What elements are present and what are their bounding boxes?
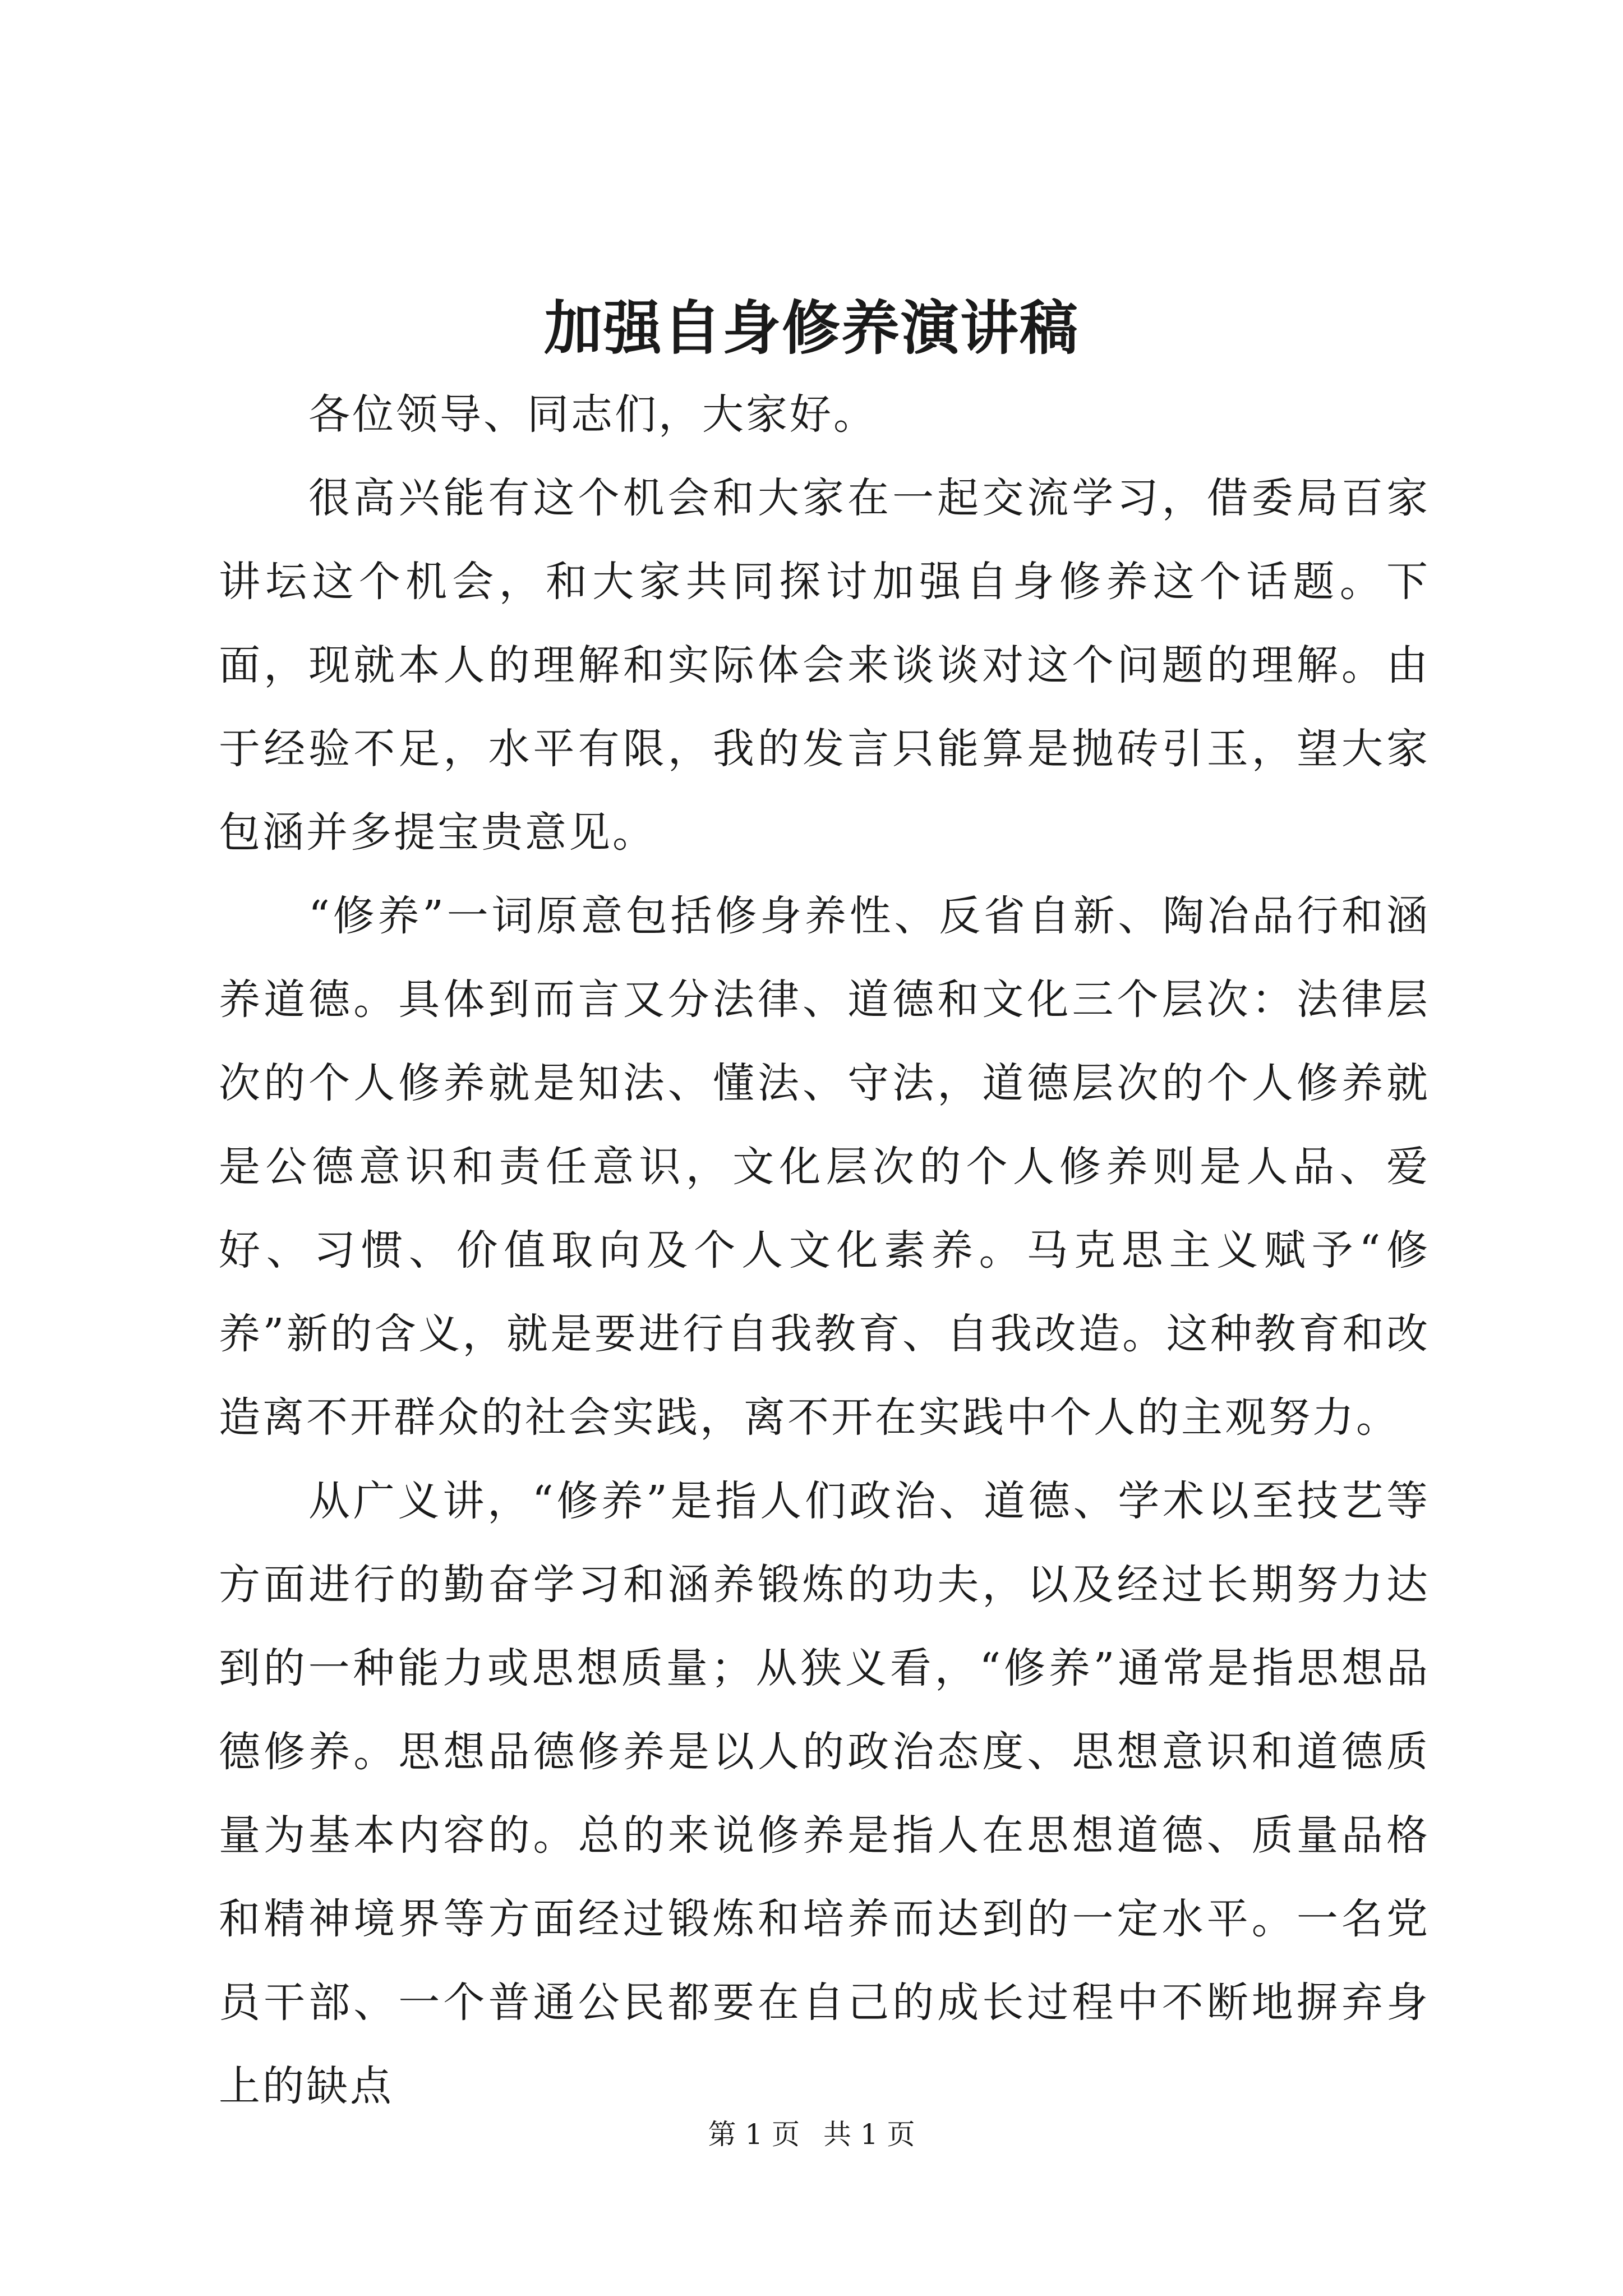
document-title: 加强自身修养演讲稿 xyxy=(543,293,1079,362)
page-footer xyxy=(0,2115,1623,2154)
paragraph-definition: “修养”一词原意包括修身养性、反省自新、陶冶品行和涵养道德。具体到而言又分法律、道德和文化三个层次：法律层次的个人修养就是知法、懂法、守法，道德层次的个人修养就是公德意识和责任意识，文化层次的个人修养则是人品、爱好、习惯、价值取向及个人文化素养。马克思主义赋予“修养”新的含义，就是要进行自我教育、自我改造。这种教育和改造离不开群众的社会实践，离不开在实践中个人的主观努力。 xyxy=(219,892,1430,1442)
page-number: 第 1 页 xyxy=(708,2118,800,2151)
paragraph-introduction: 很高兴能有这个机会和大家在一起交流学习，借委局百家讲坛这个机会，和大家共同探讨加强自身修养这个话题。下面，现就本人的理解和实际体会来谈谈对这个问题的理解。由于经验不足，水平有限，我的发言只能算是抛砖引玉，望大家包涵并多提宝贵意见。 xyxy=(219,474,1430,857)
document-body xyxy=(219,373,1430,2128)
paragraph-greeting: 各位领导、同志们，大家好。 xyxy=(308,390,877,439)
page-total: 共 1 页 xyxy=(823,2118,915,2151)
paragraph-broad-meaning: 从广义讲，“修养”是指人们政治、道德、学术以至技艺等方面进行的勤奋学习和涵养锻炼的功夫，以及经过长期努力达到的一种能力或思想质量；从狭义看，“修养”通常是指思想品德修养。思想品德修养是以人的政治态度、思想意识和道德质量为基本内容的。总的来说修养是指人在思想道德、质量品格和精神境界等方面经过锻炼和培养而达到的一定水平。一名党员干部、一个普通公民都要在自己的成长过程中不断地摒弃身上的缺点 xyxy=(219,1477,1430,2110)
